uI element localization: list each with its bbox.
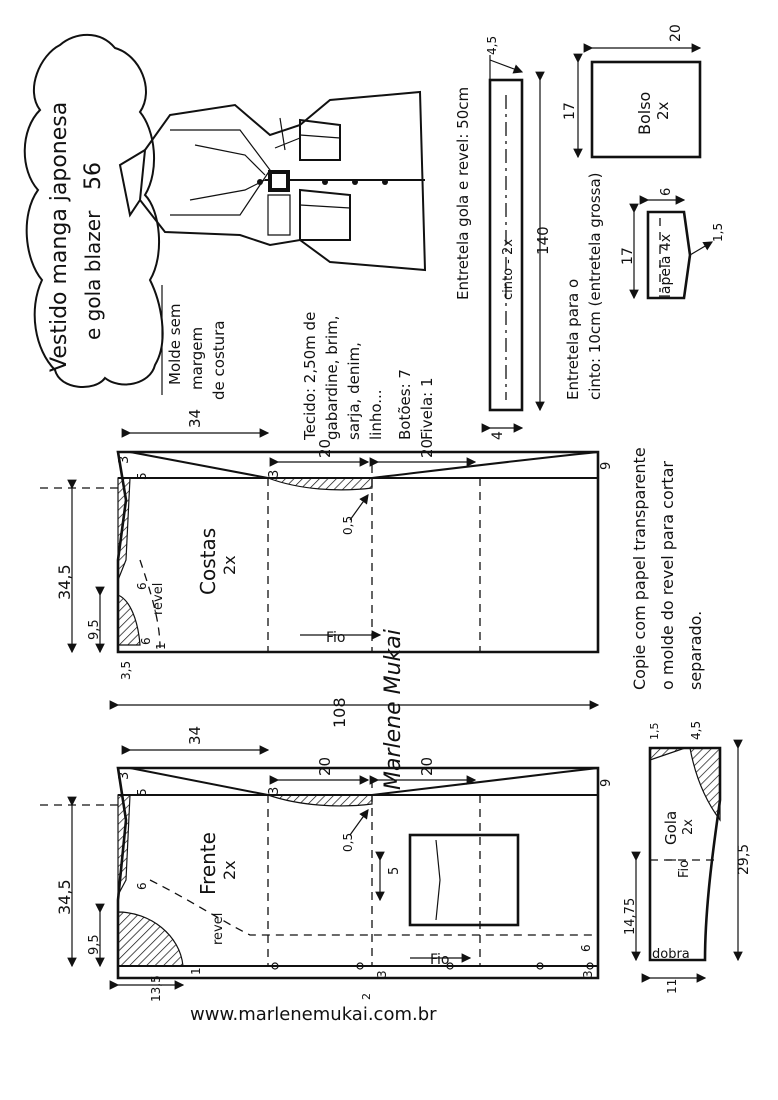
- front-m05: 0,5: [341, 832, 355, 852]
- front-m20a: 20: [316, 756, 334, 776]
- back-m9: 9: [599, 461, 614, 470]
- back-m5: 5: [135, 472, 149, 480]
- flap-point: 1,5: [711, 222, 725, 242]
- mold-note: [162, 285, 228, 400]
- back-m34-5: 34,5: [55, 564, 74, 600]
- front-label: Frente: [196, 832, 220, 895]
- collar-m11: 11: [665, 978, 679, 994]
- back-qty: 2x: [220, 555, 239, 575]
- fabric-buckle: Fivela: 1: [418, 377, 436, 440]
- copy-note: [630, 447, 705, 690]
- front-m20b: 20: [418, 756, 436, 776]
- length-108-label: 108: [330, 697, 349, 728]
- belt-end-measure: 4,5: [485, 35, 499, 55]
- front-m3c: 3: [375, 970, 389, 978]
- front-m3b: 3: [267, 786, 282, 795]
- front-m34-5: 34,5: [55, 879, 74, 915]
- belt-piece: [454, 36, 604, 440]
- front-qty: 2x: [220, 860, 239, 880]
- front-m9: 9: [599, 778, 614, 787]
- back-m6b: 6: [139, 637, 153, 645]
- back-m3b: 3: [267, 469, 282, 478]
- back-m20a: 20: [316, 438, 334, 458]
- collar-grain: Fio: [677, 859, 692, 878]
- length-108: [118, 697, 598, 728]
- back-revel: revel: [151, 582, 166, 615]
- collar-m14-75: 14,75: [623, 897, 638, 935]
- collar-qty: 2x: [681, 819, 696, 835]
- front-m34: 34: [186, 725, 204, 745]
- pocket-qty: 2x: [654, 101, 672, 120]
- collar-label: Gola: [662, 810, 680, 845]
- belt-width: 4: [490, 431, 506, 440]
- flap-height: 6: [659, 187, 674, 196]
- belt-interfacing-line2: cinto: 10cm (entretela grossa): [586, 172, 604, 400]
- collar-m29-5: 29,5: [736, 843, 752, 875]
- fabric-line4: linho...: [367, 389, 385, 440]
- title-line2: e gola blazer: [81, 210, 105, 340]
- back-m05: 0,5: [341, 515, 355, 535]
- front-piece: [40, 726, 614, 1002]
- copy-note-line1: Copie com papel transparente: [630, 447, 649, 690]
- mold-note-line1: Molde sem: [166, 303, 184, 385]
- title-cloud: [25, 35, 163, 387]
- belt-label: cinto - 2x: [501, 239, 516, 300]
- pocket-piece: [562, 24, 700, 157]
- copy-note-line3: separado.: [686, 610, 705, 690]
- pocket-height: 20: [668, 24, 684, 42]
- front-m3a: 3: [117, 771, 132, 780]
- title-line1: Vestido manga japonesa: [47, 101, 72, 372]
- front-m5b: 5: [387, 866, 402, 875]
- fabric-buttons: Botões: 7: [396, 369, 414, 440]
- fabric-note: [301, 312, 436, 441]
- front-m9-5: 9,5: [87, 934, 102, 955]
- back-grain: Fio: [326, 630, 346, 646]
- mold-note-line3: de costura: [210, 320, 228, 400]
- pocket-width: 17: [562, 102, 578, 120]
- front-grain: Fio: [430, 952, 450, 968]
- back-m3-5: 3,5: [119, 660, 133, 680]
- belt-interfacing-label: Entretela gola e revel: 50cm: [454, 86, 472, 300]
- front-m1: 1: [189, 967, 203, 975]
- collar-piece: [623, 721, 752, 994]
- front-revel: revel: [211, 912, 226, 945]
- flap-width: 17: [620, 247, 636, 265]
- back-m1: 1: [154, 642, 168, 650]
- front-m13-5: 13,5: [149, 975, 163, 1002]
- dress-illustration: [120, 92, 425, 270]
- fabric-line1: Tecido: 2,50m de: [301, 311, 319, 440]
- pocket-label: Bolso: [635, 91, 654, 135]
- front-m6b: 6: [579, 944, 593, 952]
- front-m2: 2: [360, 993, 373, 1000]
- back-m34: 34: [186, 408, 204, 428]
- belt-interfacing-line1: Entretela para o: [564, 278, 582, 400]
- back-m3a: 3: [117, 455, 132, 464]
- flap-piece: [620, 188, 725, 298]
- belt-length: 140: [534, 226, 552, 255]
- fabric-line3: sarja, denim,: [345, 342, 363, 440]
- title-number: 56: [81, 162, 106, 190]
- mold-note-line2: margem: [188, 326, 206, 390]
- website: www.marlenemukai.com.br: [190, 1004, 437, 1025]
- collar-fold: dobra: [652, 947, 690, 962]
- back-piece: [40, 409, 614, 680]
- front-m3d: 3: [581, 970, 595, 978]
- flap-label: lapela 4x: [658, 233, 674, 298]
- fabric-line2: gabardine, brim,: [323, 315, 341, 440]
- front-m5: 5: [135, 788, 149, 796]
- collar-m4-5: 4,5: [689, 720, 703, 740]
- front-m6a: 6: [135, 882, 149, 890]
- copy-note-line2: o molde do revel para cortar: [658, 461, 677, 690]
- back-m6a: 6: [135, 582, 149, 590]
- back-label: Costas: [196, 527, 220, 595]
- signature: Marlene Mukai: [381, 629, 406, 790]
- back-m20b: 20: [418, 438, 436, 458]
- collar-m1-5: 1,5: [648, 722, 661, 740]
- back-m9-5: 9,5: [87, 619, 102, 640]
